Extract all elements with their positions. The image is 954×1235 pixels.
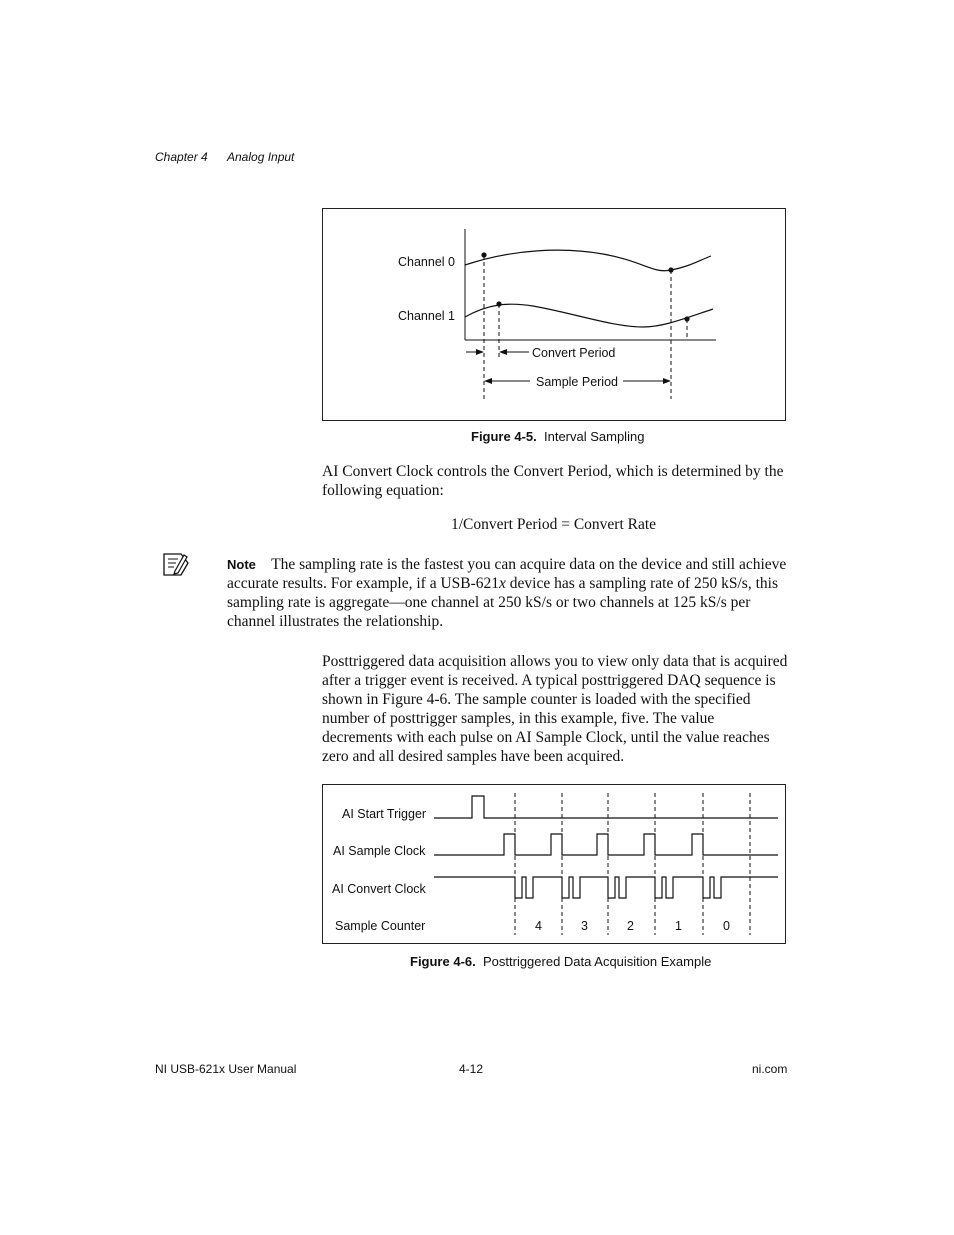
counter-value-0: 0 <box>723 919 730 933</box>
footer-website: ni.com <box>752 1062 788 1076</box>
note-text-post: device has a sampling rate of 250 kS/s, this sampling rate is aggregate—one channel at 250 kS/s or two channels at 125 kS/s per channel illustrates the relationship. <box>227 575 778 630</box>
convert-period-label: Convert Period <box>532 346 616 360</box>
paragraph-posttriggered: Posttriggered data acquisition allows you to view only data that is acquired after a trigger event is received. A typical posttriggered DAQ sequence is shown in Figure 4-6. The sample counter is loaded with the specified number of posttrigger samples, in this example, five. The value decrements with each pulse on AI Sample Clock, until the value reaches zero and all desired samples have been acquired. <box>322 653 788 765</box>
figure-4-6-caption <box>410 954 711 969</box>
label-ai-convert-clock: AI Convert Clock <box>332 882 426 896</box>
counter-value-3: 3 <box>581 919 588 933</box>
caption-title: Posttriggered Data Acquisition Example <box>482 954 712 969</box>
sample-clock-signal <box>434 834 778 855</box>
label-sample-counter: Sample Counter <box>335 919 426 933</box>
equation: 1/Convert Period = Convert Rate <box>451 516 657 533</box>
figure-4-5-caption <box>471 429 644 444</box>
sample-boundary-lines <box>515 793 750 935</box>
note-text-pre: The sampling rate is the fastest you can acquire data on the device and still achieve accurate results. For example, if a USB-621 <box>227 556 787 592</box>
convert-clock-signal <box>434 877 778 898</box>
label-ai-start-trigger: AI Start Trigger <box>342 807 427 821</box>
label-ai-sample-clock: AI Sample Clock <box>333 844 426 858</box>
header-section: Analog Input <box>227 150 295 164</box>
channel1-label: Channel 1 <box>398 309 455 323</box>
note-block <box>227 555 787 631</box>
channel1-waveform <box>465 304 713 327</box>
caption-title: Interval Sampling <box>543 429 645 444</box>
note-label: Note <box>227 557 256 572</box>
paragraph-convert-clock: AI Convert Clock controls the Convert Period, which is determined by the following equation: <box>322 463 784 499</box>
note-icon <box>160 547 192 579</box>
footer-manual-title: NI USB-621x User Manual <box>155 1062 297 1076</box>
interval-sampling-diagram <box>323 209 785 420</box>
footer-page-number: 4-12 <box>459 1062 484 1076</box>
header-chapter: Chapter 4 <box>155 150 208 164</box>
figure-4-6-frame <box>322 784 786 944</box>
counter-value-1: 1 <box>675 919 682 933</box>
counter-value-2: 2 <box>627 919 634 933</box>
sample-period-label: Sample Period <box>536 375 618 389</box>
counter-value-4: 4 <box>535 919 542 933</box>
channel0-label: Channel 0 <box>398 255 455 269</box>
note-text-italic: x <box>499 575 506 592</box>
figure-4-5-frame <box>322 208 786 421</box>
posttrigger-timing-diagram <box>323 785 785 943</box>
start-trigger-signal <box>434 796 778 818</box>
caption-number: Figure 4-6. <box>410 954 476 969</box>
caption-number: Figure 4-5. <box>471 429 537 444</box>
channel0-waveform <box>465 250 711 271</box>
